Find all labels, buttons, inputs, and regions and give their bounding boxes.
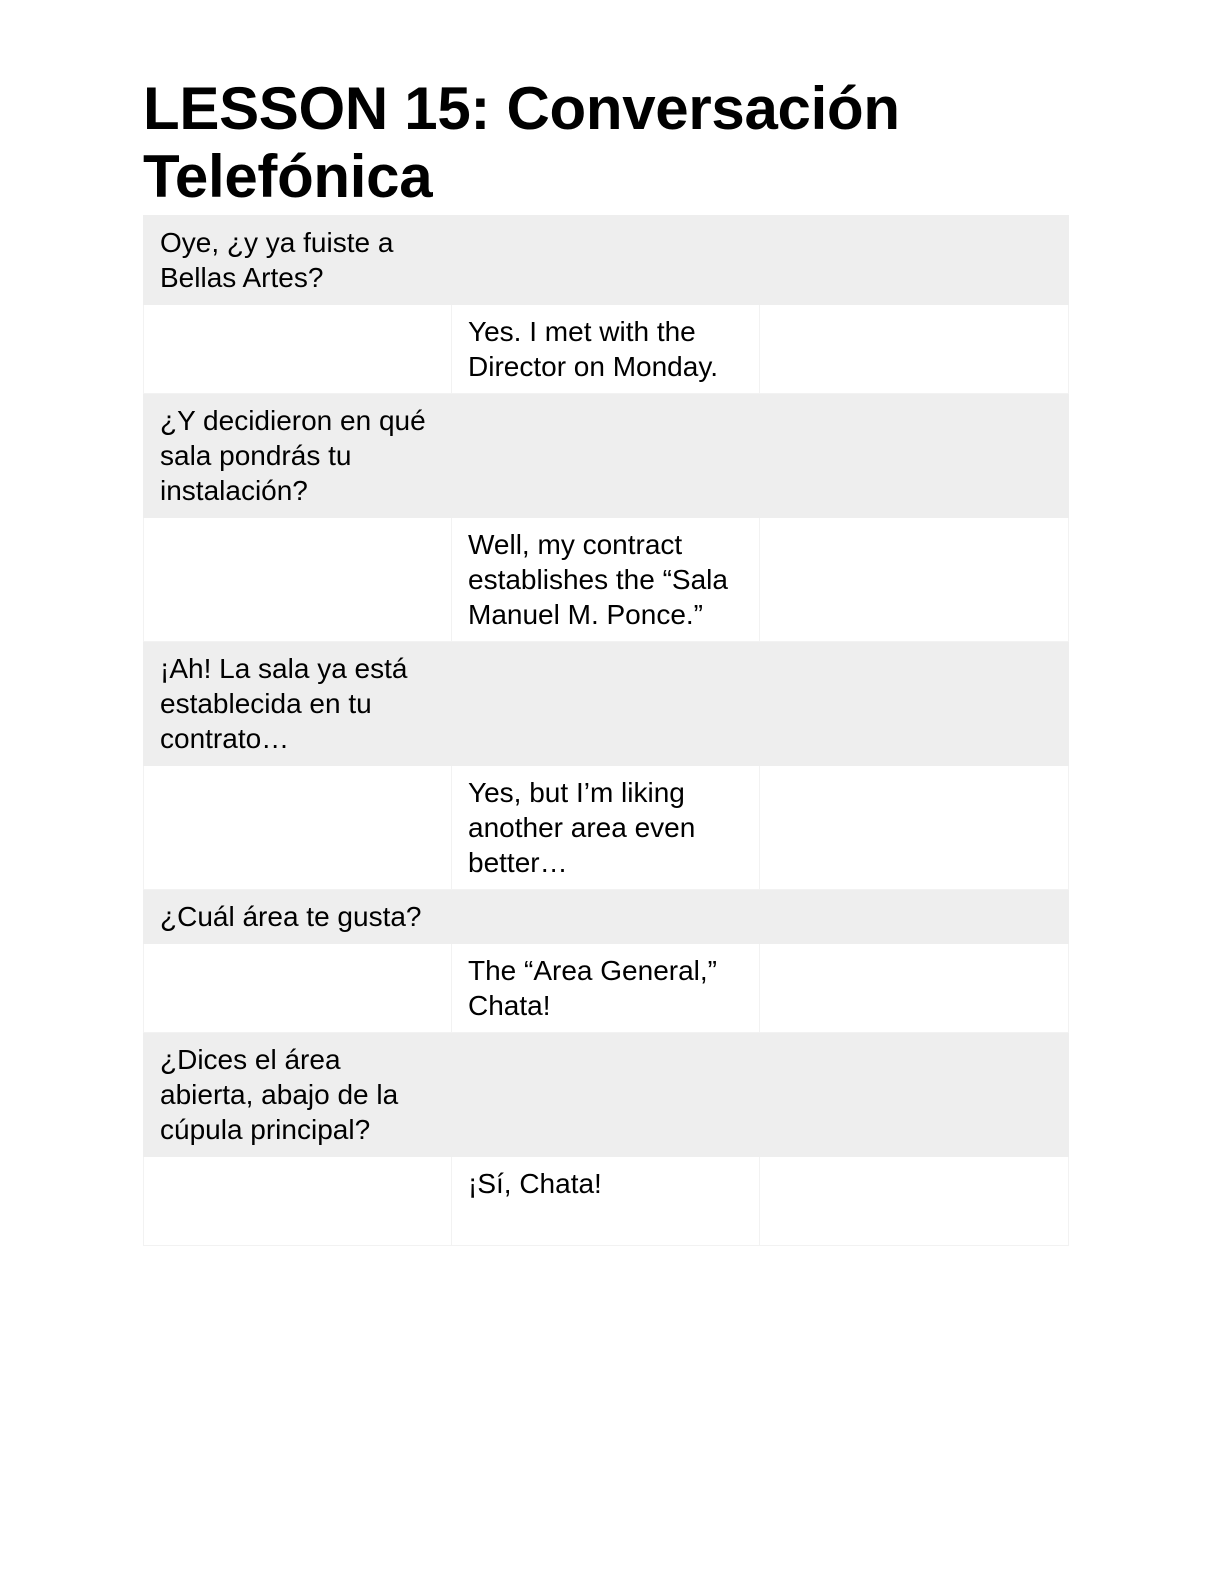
empty-cell [760, 944, 1069, 1033]
speaker-b-cell: Yes. I met with the Director on Monday. [452, 305, 760, 394]
dialogue-row [144, 1157, 1069, 1246]
dialogue-row [144, 944, 1069, 1033]
speaker-a-cell: ¿Dices el área abierta, abajo de la cúpula principal? [144, 1033, 452, 1157]
empty-cell [760, 1033, 1069, 1157]
speaker-b-cell: Yes, but I’m liking another area even better… [452, 766, 760, 890]
speaker-b-cell: Well, my contract establishes the “Sala Manuel M. Ponce.” [452, 518, 760, 642]
empty-cell [144, 944, 452, 1033]
dialogue-row [144, 216, 1069, 305]
empty-cell [760, 216, 1069, 305]
dialogue-row [144, 1033, 1069, 1157]
empty-cell [760, 305, 1069, 394]
dialogue-row [144, 890, 1069, 944]
title-line-1: LESSON 15: Conversación [143, 75, 900, 142]
dialogue-row [144, 766, 1069, 890]
empty-cell [452, 216, 760, 305]
dialogue-row [144, 305, 1069, 394]
dialogue-row [144, 642, 1069, 766]
empty-cell [452, 394, 760, 518]
empty-cell [452, 642, 760, 766]
empty-cell [760, 766, 1069, 890]
dialogue-table [143, 215, 1069, 1246]
empty-cell [760, 642, 1069, 766]
speaker-a-cell: ¿Y decidieron en qué sala pondrás tu instalación? [144, 394, 452, 518]
lesson-page [143, 75, 1068, 1246]
dialogue-row [144, 394, 1069, 518]
dialogue-row [144, 518, 1069, 642]
empty-cell [144, 305, 452, 394]
empty-cell [760, 518, 1069, 642]
speaker-b-cell: ¡Sí, Chata! [452, 1157, 760, 1246]
empty-cell [144, 518, 452, 642]
empty-cell [144, 766, 452, 890]
speaker-b-cell: The “Area General,” Chata! [452, 944, 760, 1033]
title-line-2: Telefónica [143, 143, 433, 210]
page-title [143, 75, 1068, 211]
speaker-a-cell: ¡Ah! La sala ya está establecida en tu contrato… [144, 642, 452, 766]
empty-cell [452, 890, 760, 944]
speaker-a-cell: ¿Cuál área te gusta? [144, 890, 452, 944]
empty-cell [760, 1157, 1069, 1246]
empty-cell [452, 1033, 760, 1157]
empty-cell [144, 1157, 452, 1246]
empty-cell [760, 890, 1069, 944]
speaker-a-cell: Oye, ¿y ya fuiste a Bellas Artes? [144, 216, 452, 305]
empty-cell [760, 394, 1069, 518]
